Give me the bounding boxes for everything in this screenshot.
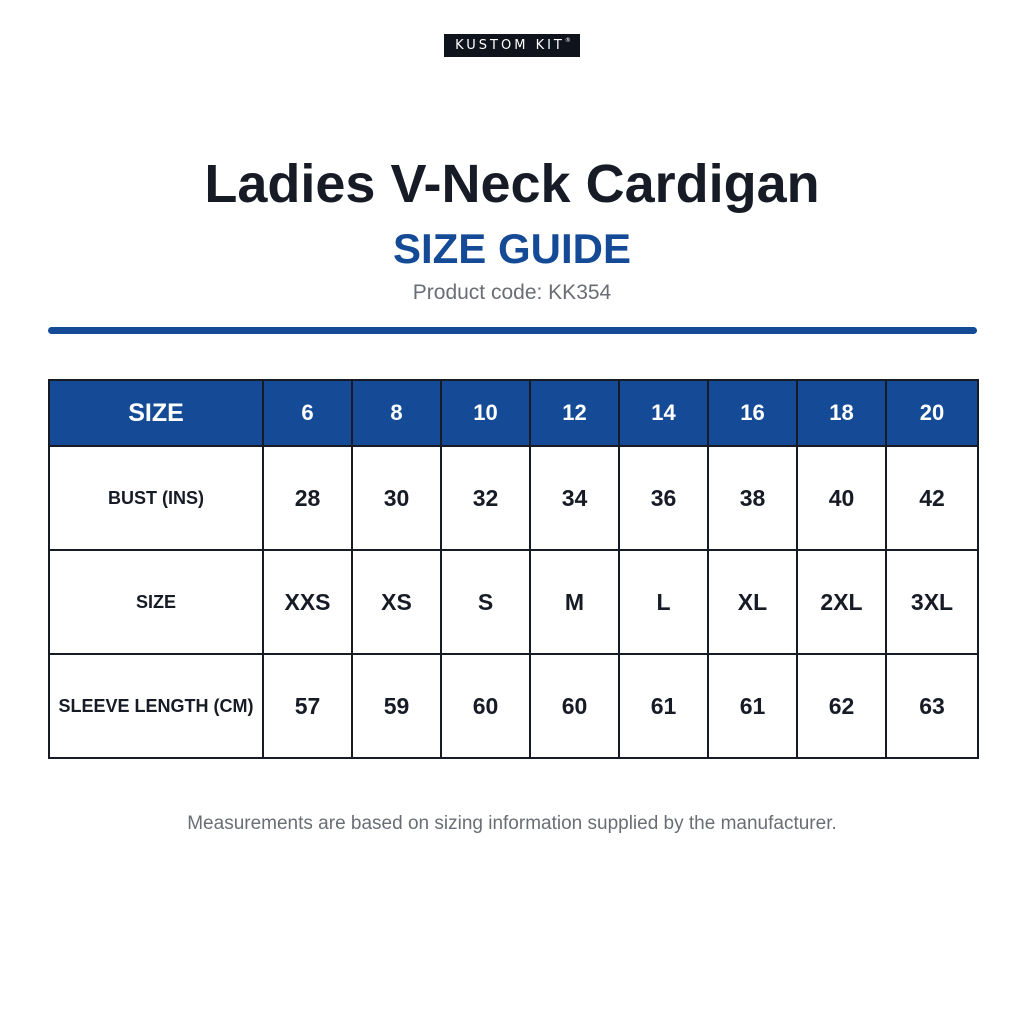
table-cell: 59 [352, 654, 441, 758]
page-title: Ladies V-Neck Cardigan [204, 154, 820, 214]
table-cell: 28 [263, 446, 352, 550]
header-cell: 14 [619, 380, 708, 446]
header-cell-size: SIZE [49, 380, 263, 446]
header-cell: 12 [530, 380, 619, 446]
size-table [48, 379, 979, 759]
table-header-row [49, 380, 978, 446]
table-cell: 61 [708, 654, 797, 758]
row-label: SIZE [49, 550, 263, 654]
footer-note: Measurements are based on sizing information supplied by the manufacturer. [187, 813, 837, 834]
table-cell: S [441, 550, 530, 654]
table-cell: 32 [441, 446, 530, 550]
table-cell: 60 [530, 654, 619, 758]
table-cell: 40 [797, 446, 886, 550]
table-cell: XL [708, 550, 797, 654]
registered-mark: ® [564, 37, 571, 44]
table-cell: 42 [886, 446, 978, 550]
row-label: SLEEVE LENGTH (CM) [49, 654, 263, 758]
table-cell: 38 [708, 446, 797, 550]
table-cell: 63 [886, 654, 978, 758]
table-cell: 2XL [797, 550, 886, 654]
table-cell: XS [352, 550, 441, 654]
table-row-bust [49, 446, 978, 550]
divider [48, 327, 977, 334]
header-cell: 18 [797, 380, 886, 446]
header-cell: 20 [886, 380, 978, 446]
table-row-size [49, 550, 978, 654]
logo-text: KUSTOM KIT [455, 38, 565, 53]
header-cell: 8 [352, 380, 441, 446]
header-cell: 16 [708, 380, 797, 446]
table-row-sleeve-length [49, 654, 978, 758]
table-cell: 30 [352, 446, 441, 550]
header-cell: 6 [263, 380, 352, 446]
table-cell: 60 [441, 654, 530, 758]
table-cell: M [530, 550, 619, 654]
table-cell: L [619, 550, 708, 654]
table-cell: 36 [619, 446, 708, 550]
table-cell: 62 [797, 654, 886, 758]
table-cell: 34 [530, 446, 619, 550]
header-cell: 10 [441, 380, 530, 446]
page-subtitle: SIZE GUIDE [392, 225, 632, 272]
table-cell: 3XL [886, 550, 978, 654]
table-cell: 61 [619, 654, 708, 758]
table-cell: XXS [263, 550, 352, 654]
product-code: Product code: KK354 [412, 281, 612, 304]
row-label: BUST (INS) [49, 446, 263, 550]
brand-logo [444, 34, 580, 57]
table-cell: 57 [263, 654, 352, 758]
